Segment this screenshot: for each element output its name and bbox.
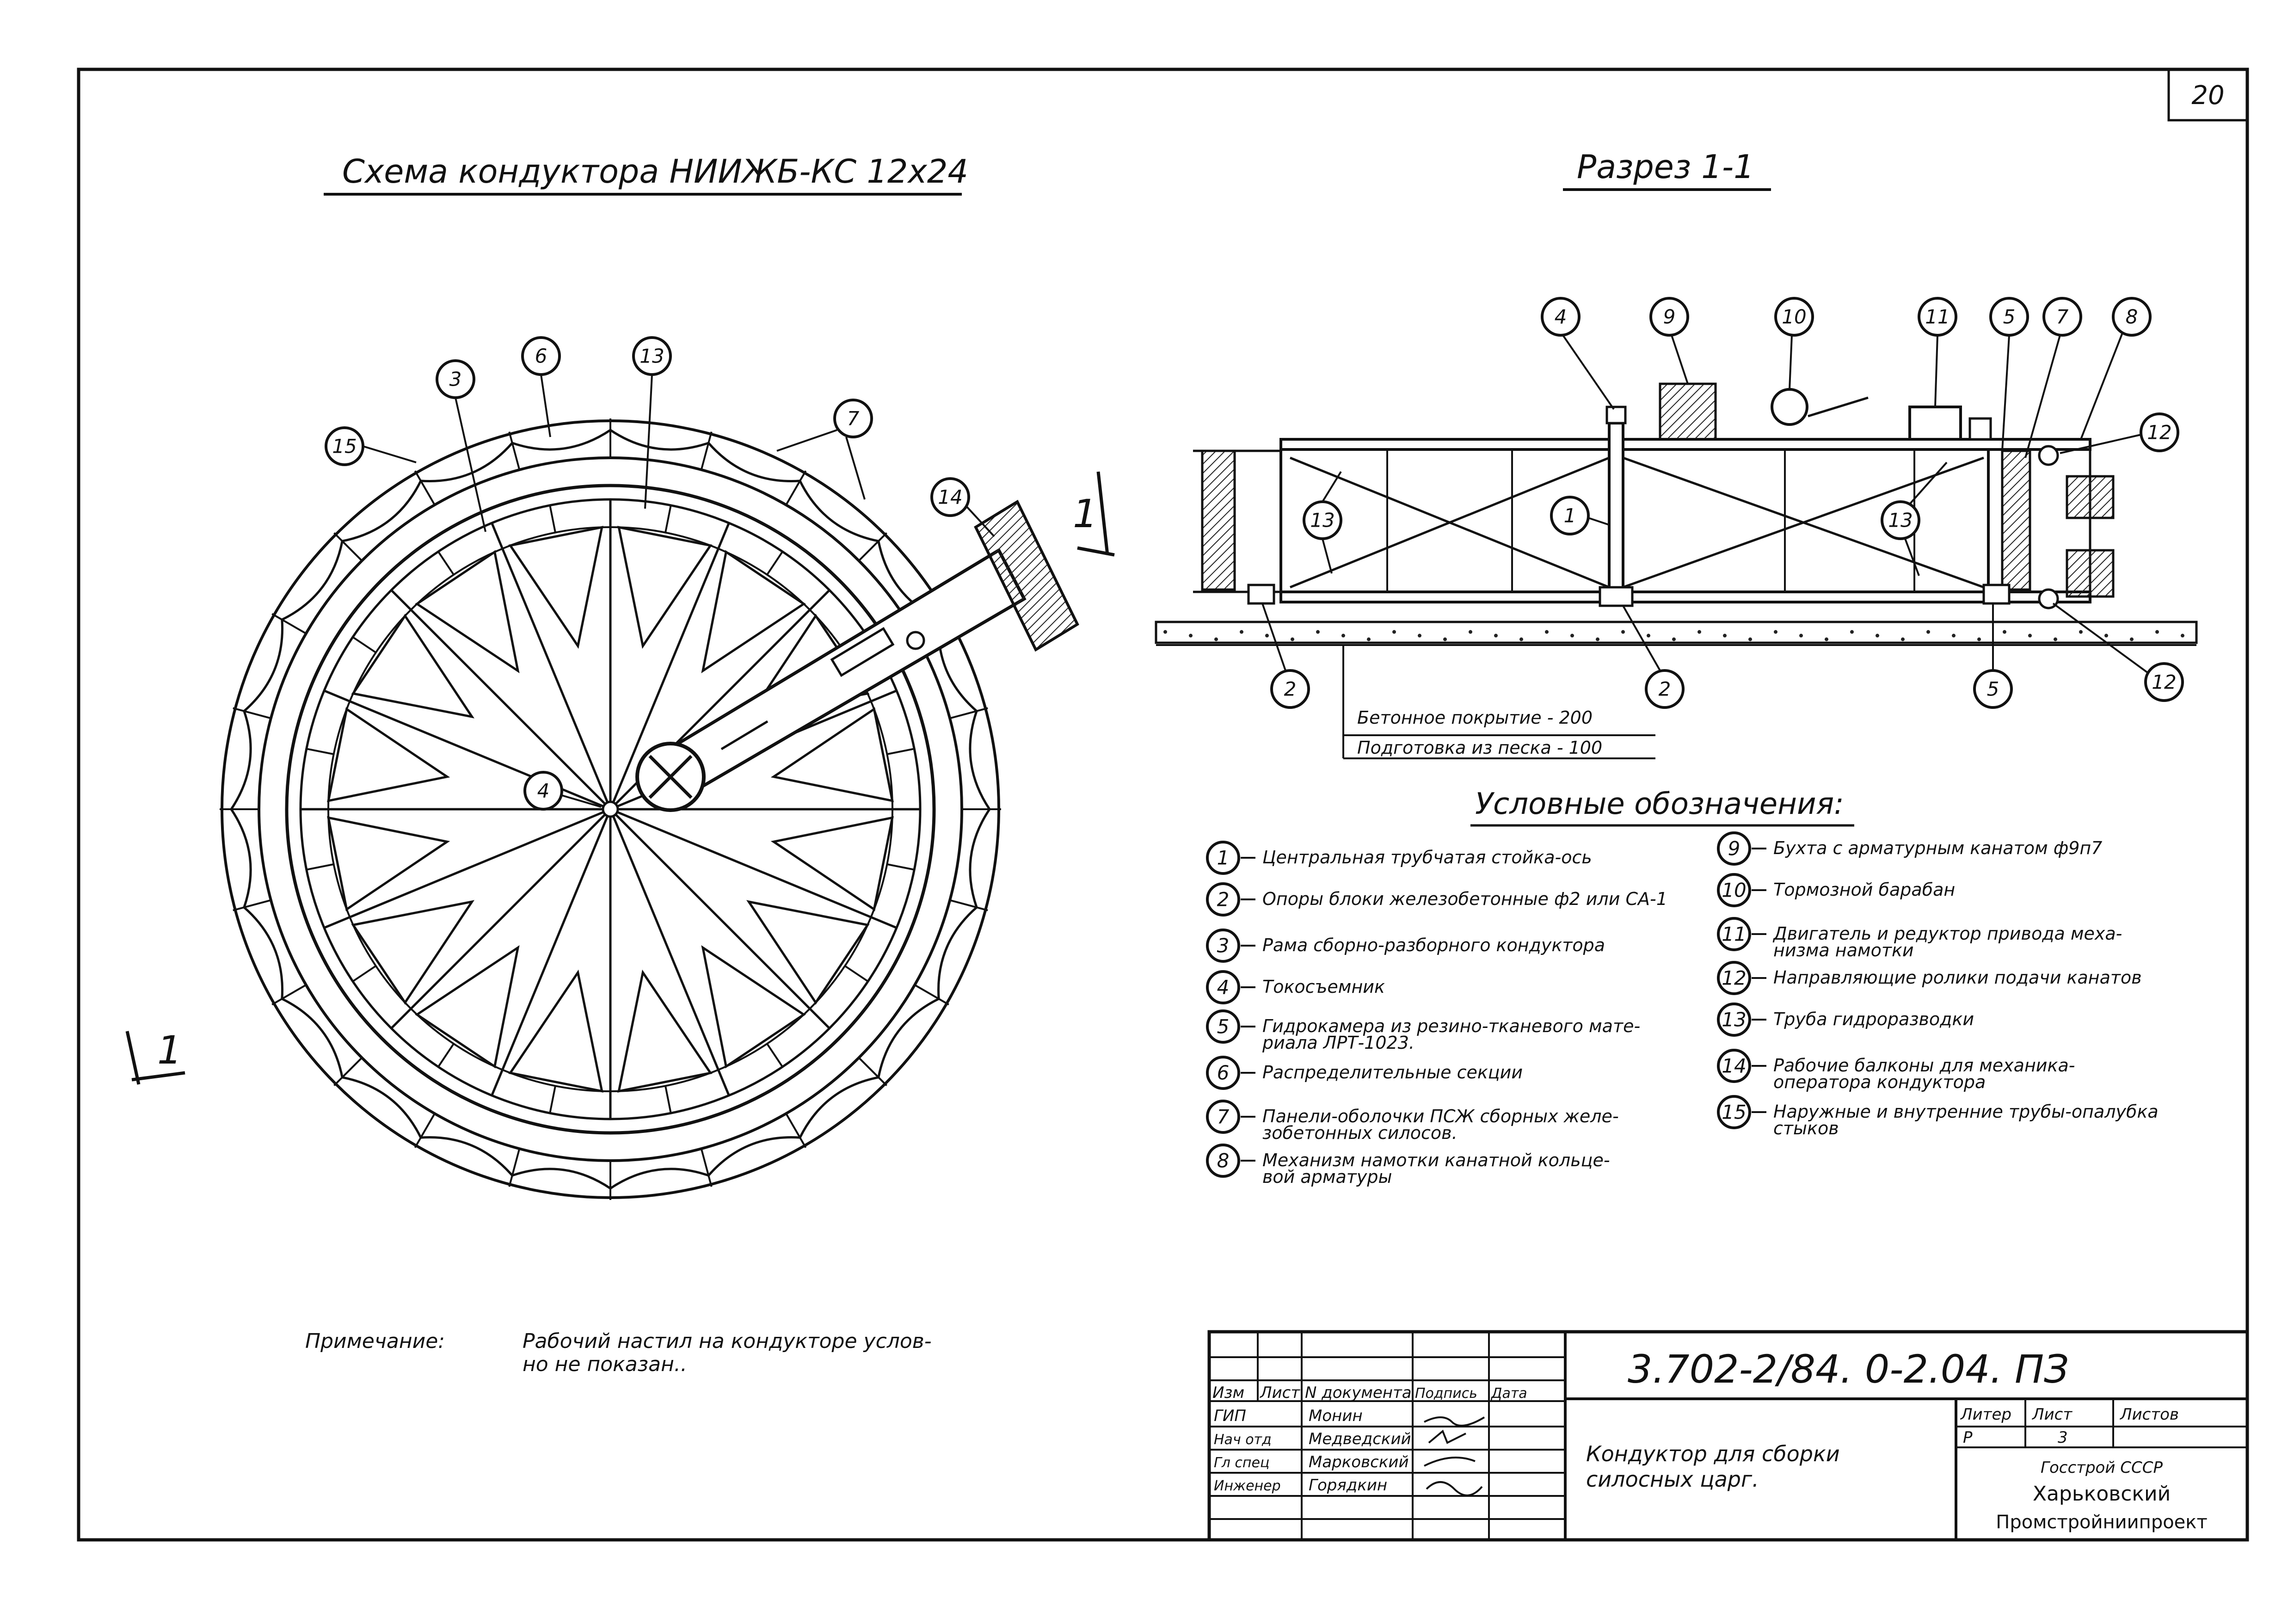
legend-text: Панели-оболочки ПСЖ сборных желе- (1262, 1106, 1619, 1126)
org-line: Госстрой СССР (2041, 1458, 2163, 1477)
panel-scallop (282, 999, 342, 1077)
plan-callout-number: 14 (938, 486, 963, 509)
panel-scallop (970, 809, 990, 907)
left-title: Схема кондуктора НИИЖБ-КС 12х24 (342, 153, 968, 191)
aggregate-dot (1596, 638, 1599, 641)
ring-tie (550, 505, 555, 533)
legend-number: 10 (1722, 879, 1747, 902)
base-layer-sand: Подготовка из песка - 100 (1357, 738, 1603, 758)
section-callout (1304, 502, 1341, 539)
aggregate-dot (1469, 630, 1472, 634)
right-title: Разрез 1-1 (1577, 148, 1754, 186)
aggregate-dot (1291, 638, 1294, 641)
aggregate-dot (1570, 634, 1574, 638)
legend-text: Двигатель и редуктор привода меха- (1773, 923, 2122, 944)
panel-joint (950, 708, 988, 718)
ring-tie (665, 505, 671, 533)
legend-number: 4 (1217, 976, 1230, 999)
panel-scallop (231, 809, 251, 907)
aggregate-dot (1545, 630, 1549, 634)
aggregate-dot (1189, 634, 1193, 638)
aggregate-dot (1214, 638, 1218, 641)
panel-scallop (970, 711, 990, 809)
legend-text: вой арматуры (1262, 1167, 1392, 1187)
support-block (1248, 585, 1274, 603)
panel-scallop (879, 999, 939, 1077)
frame-triangle (703, 552, 804, 671)
legend-number: 9 (1728, 837, 1740, 860)
panel-joint (509, 432, 519, 470)
panel-scallop (342, 481, 421, 541)
legend-text: Труба гидроразводки (1773, 1009, 1974, 1029)
frame-triangle (774, 818, 892, 909)
section-callout (1882, 502, 1919, 539)
aggregate-dot (1876, 634, 1879, 638)
ring-tie (438, 1044, 454, 1067)
tb-name: Марковский (1309, 1453, 1409, 1471)
legend-number: 3 (1217, 934, 1230, 957)
frame-triangle (619, 527, 710, 646)
aggregate-dot (1265, 634, 1269, 638)
plan-callout-number: 6 (535, 344, 547, 368)
section-callout-number: 13 (1310, 509, 1335, 532)
plan-callout (525, 772, 562, 809)
panel-joint (233, 708, 271, 718)
panel-scallop (512, 430, 610, 449)
panel-scallop (231, 711, 251, 809)
section-callout (2141, 414, 2178, 451)
tb-role: Нач отд (1214, 1432, 1272, 1448)
plan-callout (437, 361, 474, 398)
frame-triangle (749, 902, 867, 1003)
title-block (1209, 1332, 2247, 1540)
tb-header: Дата (1491, 1385, 1527, 1402)
section-callout-number: 1 (1563, 504, 1576, 527)
aggregate-dot (1952, 634, 1956, 638)
legend-text: Гидрокамера из резино-тканевого мате- (1262, 1016, 1641, 1036)
panel-scallop (610, 430, 708, 449)
frame-triangle (417, 947, 518, 1066)
tb-header: Изм (1212, 1384, 1245, 1402)
plan-callout (835, 400, 872, 437)
frame-triangle (703, 947, 804, 1066)
sheet-number-box (2169, 69, 2247, 120)
aggregate-dot (1901, 638, 1905, 641)
panel-joint (701, 432, 712, 470)
org-line: Харьковский (2032, 1482, 2171, 1506)
panel-scallop (282, 541, 342, 620)
ring-tie (353, 966, 376, 981)
legend-number: 2 (1217, 888, 1230, 911)
section-callout-number: 8 (2125, 305, 2138, 328)
section-callout-number: 13 (1888, 509, 1913, 532)
aggregate-dot (1774, 630, 1777, 634)
tb-stage-value: Р (1963, 1428, 1973, 1447)
tb-role: Инженер (1214, 1478, 1281, 1494)
aggregate-dot (1723, 634, 1727, 638)
left-panel-wall (1202, 451, 1235, 590)
note-label: Примечание: (305, 1329, 445, 1353)
panel-joint (950, 900, 988, 910)
aggregate-dot (1418, 634, 1421, 638)
section-callout-number: 4 (1554, 305, 1567, 328)
panel-scallop (610, 1169, 708, 1188)
panel-scallop (800, 1077, 879, 1138)
motor-reducer (1910, 407, 1961, 439)
org-line: Промстройниипроект (1996, 1512, 2208, 1533)
legend-text: риала ЛРТ-1023. (1262, 1033, 1415, 1053)
legend-text: Наружные и внутренние трубы-опалубка (1773, 1101, 2159, 1122)
aggregate-dot (2181, 634, 2184, 638)
frame-diagonals (1290, 458, 1984, 587)
support-block (1984, 585, 2009, 603)
tb-role: ГИП (1214, 1407, 1246, 1425)
section-callout (1776, 298, 1813, 335)
tb-role: Гл спец (1214, 1455, 1270, 1471)
brake-drum (1772, 389, 1807, 424)
sheet-number: 20 (2191, 80, 2225, 111)
section-callout (1272, 671, 1309, 707)
section-callout-number: 5 (1986, 677, 1999, 701)
legend-number: 1 (1217, 846, 1230, 869)
legend-text: Центральная трубчатая стойка-ось (1262, 847, 1592, 867)
ring-tie (887, 749, 914, 754)
aggregate-dot (1519, 638, 1523, 641)
plan-callout-number: 4 (537, 779, 550, 802)
aggregate-dot (1926, 630, 1930, 634)
ring-tie (438, 552, 454, 575)
aggregate-dot (1316, 630, 1320, 634)
legend-number: 15 (1722, 1101, 1747, 1124)
ring-tie (307, 749, 334, 754)
spoke (391, 590, 610, 809)
section-callout (1991, 298, 2028, 335)
aggregate-dot (1697, 630, 1701, 634)
cable-reel (1660, 384, 1716, 439)
central-column (1609, 423, 1623, 601)
legend-number: 6 (1217, 1061, 1230, 1084)
legend-text: оператора кондуктора (1773, 1072, 1986, 1092)
legend-text: Тормозной барабан (1773, 880, 1956, 900)
tb-stage-label: Листов (2120, 1405, 2179, 1424)
plan-callout-number: 7 (847, 407, 860, 430)
tb-header: Лист (1260, 1384, 1300, 1402)
slab-hatch (1163, 630, 2184, 641)
central-post (603, 802, 618, 817)
section-callout-number: 12 (2147, 421, 2172, 444)
rotating-arm (637, 550, 1024, 810)
aggregate-dot (1672, 638, 1676, 641)
ring-tie (550, 1086, 555, 1113)
tb-header: Подпись (1415, 1385, 1477, 1402)
tb-name: Монин (1309, 1407, 1363, 1425)
legend-left (1207, 842, 1667, 1187)
ring-tie (665, 1086, 671, 1113)
frame-triangle (510, 527, 602, 646)
plan-callout (326, 428, 363, 465)
legend-text: Распределительные секции (1262, 1062, 1523, 1083)
ring-tie (353, 637, 376, 652)
aggregate-dot (2130, 638, 2134, 641)
section-callout (1646, 671, 1683, 707)
plan-callout-number: 3 (449, 368, 462, 391)
section-callout-number: 12 (2152, 671, 2177, 694)
section-callout (1542, 298, 1579, 335)
frame-triangle (619, 972, 710, 1091)
tb-name: Горядкин (1309, 1476, 1388, 1495)
aggregate-dot (2104, 634, 2108, 638)
plan-callout (633, 338, 670, 375)
legend-number: 5 (1217, 1015, 1230, 1038)
legend-text: зобетонных силосов. (1262, 1123, 1458, 1143)
bottom-beam (1281, 592, 2090, 602)
aggregate-dot (1647, 634, 1650, 638)
panel-joint (701, 1149, 712, 1187)
frame-triangle (353, 616, 472, 717)
aggregate-dot (1494, 634, 1498, 638)
section-callout-number: 5 (2003, 305, 2016, 328)
frame-triangle (510, 972, 602, 1091)
sheet-frame (79, 69, 2247, 1540)
plan-callout (932, 479, 969, 516)
section-callout (2146, 664, 2183, 701)
base-layer-concrete: Бетонное покрытие - 200 (1357, 707, 1593, 728)
section-callout (1551, 497, 1588, 534)
legend-text: Опоры блоки железобетонные ф2 или СА-1 (1262, 889, 1667, 909)
aggregate-dot (1799, 634, 1803, 638)
plan-callout-number: 15 (332, 435, 357, 458)
frame-triangle (328, 818, 447, 909)
aggregate-dot (1443, 638, 1447, 641)
aggregate-dot (2054, 638, 2057, 641)
tb-stage-value: 3 (2058, 1428, 2068, 1447)
legend-number: 13 (1722, 1008, 1747, 1031)
section-callout (2113, 298, 2150, 335)
aggregate-dot (1240, 630, 1243, 634)
ring-tie (887, 864, 914, 870)
section-mark-bottom (127, 1027, 185, 1084)
section-callout-number: 9 (1663, 305, 1676, 328)
legend-text: Механизм намотки канатной кольце- (1262, 1150, 1610, 1170)
frame-triangle (328, 709, 447, 801)
frame-triangle (353, 902, 472, 1003)
tb-header: N документа (1305, 1384, 1412, 1402)
note-line: но не показан.. (523, 1353, 687, 1376)
ring-tie (307, 864, 334, 870)
section-mark-label: 1 (157, 1027, 182, 1073)
legend-number: 8 (1217, 1149, 1230, 1172)
section-mark-label: 1 (1073, 491, 1098, 536)
aggregate-dot (1850, 630, 1854, 634)
aggregate-dot (1392, 630, 1396, 634)
legend-text: Рама сборно-разборного кондуктора (1262, 935, 1605, 955)
aggregate-dot (1367, 638, 1371, 641)
section-callout-number: 2 (1658, 677, 1671, 701)
ring-tie (767, 552, 782, 575)
plan-callout (523, 338, 560, 375)
top-deck (1281, 439, 2090, 449)
section-callout (1974, 671, 2011, 707)
aggregate-dot (1163, 630, 1167, 634)
aggregate-dot (1825, 638, 1828, 641)
frame-triangle (417, 552, 518, 671)
legend-text: низма намотки (1773, 940, 1914, 960)
legend-number: 7 (1217, 1105, 1230, 1128)
ring-tie (845, 966, 868, 981)
tb-name: Медведский (1309, 1430, 1411, 1448)
section-callout-number: 2 (1284, 677, 1297, 701)
aggregate-dot (2079, 630, 2083, 634)
legend-number: 12 (1722, 966, 1747, 990)
note-line: Рабочий настил на кондукторе услов- (523, 1329, 932, 1353)
right-panel-wall (2002, 451, 2030, 590)
aggregate-dot (1621, 630, 1625, 634)
legend-title: Условные обозначения: (1475, 787, 1844, 821)
aggregate-dot (1748, 638, 1752, 641)
section-callout (1651, 298, 1688, 335)
legend-text: Рабочие балконы для механика- (1773, 1055, 2075, 1076)
concrete-slab (1156, 622, 2196, 643)
legend-right (1718, 833, 2159, 1138)
aggregate-dot (2155, 630, 2159, 634)
legend-number: 11 (1722, 923, 1747, 946)
aggregate-dot (1341, 634, 1345, 638)
aggregate-dot (1977, 638, 1981, 641)
tb-stage-label: Литер (1961, 1405, 2011, 1424)
panel-scallop (512, 1169, 610, 1188)
section-view (1156, 298, 2196, 758)
legend-text: Токосъемник (1262, 977, 1385, 997)
panel-joint (509, 1149, 519, 1187)
spoke (391, 809, 610, 1028)
tb-stage-label: Лист (2032, 1405, 2073, 1424)
legend-number: 14 (1722, 1054, 1747, 1077)
section-callout (1919, 298, 1956, 335)
section-mark-top (1073, 472, 1114, 555)
section-callout-number: 7 (2056, 305, 2069, 328)
legend-text: Направляющие ролики подачи канатов (1773, 967, 2142, 988)
panel-joint (233, 900, 271, 910)
panel-scallop (342, 1077, 421, 1138)
support-block (1600, 587, 1632, 606)
legend-text: стыков (1773, 1118, 1839, 1138)
ring-tie (767, 1044, 782, 1067)
drawing-title-line: Кондуктор для сборки (1586, 1441, 1840, 1466)
panel-scallop (800, 481, 879, 541)
aggregate-dot (2028, 634, 2032, 638)
legend-text: Бухта с арматурным канатом ф9п7 (1773, 838, 2103, 858)
aggregate-dot (2003, 630, 2006, 634)
section-callout-number: 10 (1782, 305, 1807, 328)
section-callout-number: 11 (1925, 305, 1950, 328)
plan-callout-number: 13 (640, 344, 664, 368)
section-callout (2044, 298, 2081, 335)
doc-code: 3.702-2/84. 0-2.04. ПЗ (1628, 1347, 2069, 1392)
spoke (610, 809, 830, 1028)
plan-view (127, 338, 1114, 1200)
drawing-title-line: силосных царг. (1586, 1467, 1759, 1492)
